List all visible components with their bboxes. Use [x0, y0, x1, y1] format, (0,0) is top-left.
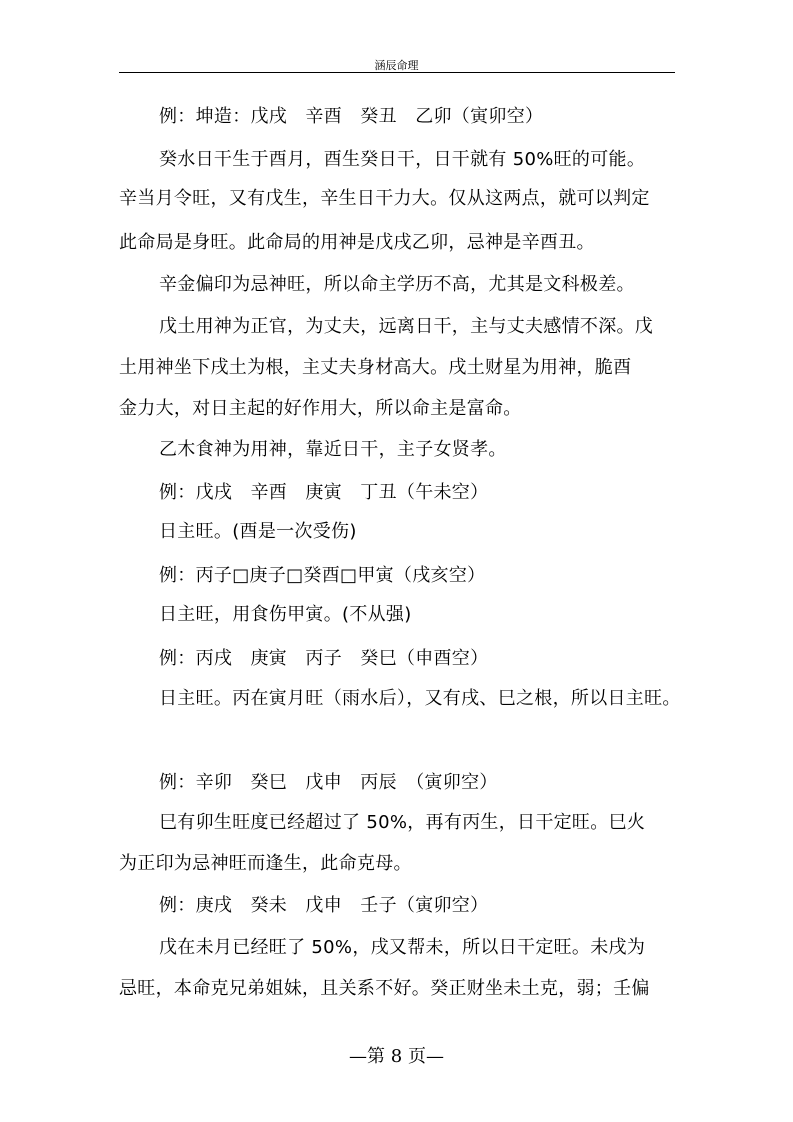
paragraph-line: 例：庚戌 癸未 戊申 壬子（寅卯空）	[159, 895, 489, 916]
paragraph-line: 例：坤造：戊戌 辛酉 癸丑 乙卯（寅卯空）	[159, 106, 544, 127]
paragraph-line: 辛当月令旺，又有戊生，辛生日干力大。仅从这两点，就可以判定	[119, 188, 650, 209]
paragraph-line: 日主旺，用食伤甲寅。(不从强)	[159, 604, 412, 625]
page-number: —第 8 页—	[349, 1046, 444, 1067]
paragraph-line: 金力大，对日主起的好作用大，所以命主是富命。	[119, 398, 522, 419]
paragraph-line: 此命局是身旺。此命局的用神是戊戌乙卯，忌神是辛酉丑。	[119, 232, 595, 253]
paragraph-line: 例：戊戌 辛酉 庚寅 丁丑（午未空）	[159, 482, 489, 503]
paragraph-line: 例：丙子□庚子□癸酉□甲寅（戌亥空）	[159, 565, 486, 586]
paragraph-line: 日主旺。丙在寅月旺（雨水后），又有戌、巳之根，所以日主旺。	[159, 688, 681, 709]
paragraph-line: 日主旺。(酉是一次受伤)	[159, 521, 357, 542]
header-rule	[119, 72, 675, 73]
paragraph-line: 土用神坐下戌土为根，主丈夫身材高大。戌土财星为用神，脆酉	[119, 357, 632, 378]
paragraph-line: 为正印为忌神旺而逢生，此命克母。	[119, 853, 412, 874]
page-header: 涵辰命理	[374, 59, 419, 72]
paragraph-line: 戊土用神为正官，为丈夫，远离日干，主与丈夫感情不深。戊	[159, 316, 654, 337]
paragraph-line: 乙木食神为用神，靠近日干，主子女贤孝。	[159, 439, 507, 460]
paragraph-line: 例：丙戌 庚寅 丙子 癸巳（申酉空）	[159, 648, 489, 669]
paragraph-line: 辛金偏印为忌神旺，所以命主学历不高，尤其是文科极差。	[159, 274, 635, 295]
paragraph-line: 戊在未月已经旺了 50%，戌又帮未，所以日干定旺。未戌为	[159, 937, 646, 958]
paragraph-line: 癸水日干生于酉月，酉生癸日干，日干就有 50%旺的可能。	[159, 149, 646, 170]
paragraph-line: 巳有卯生旺度已经超过了 50%，再有丙生，日干定旺。巳火	[159, 812, 646, 833]
paragraph-line: 忌旺，本命克兄弟姐妹，且关系不好。癸正财坐未土克，弱；壬偏	[119, 978, 650, 999]
paragraph-line: 例：辛卯 癸巳 戊申 丙辰 （寅卯空）	[159, 772, 498, 793]
